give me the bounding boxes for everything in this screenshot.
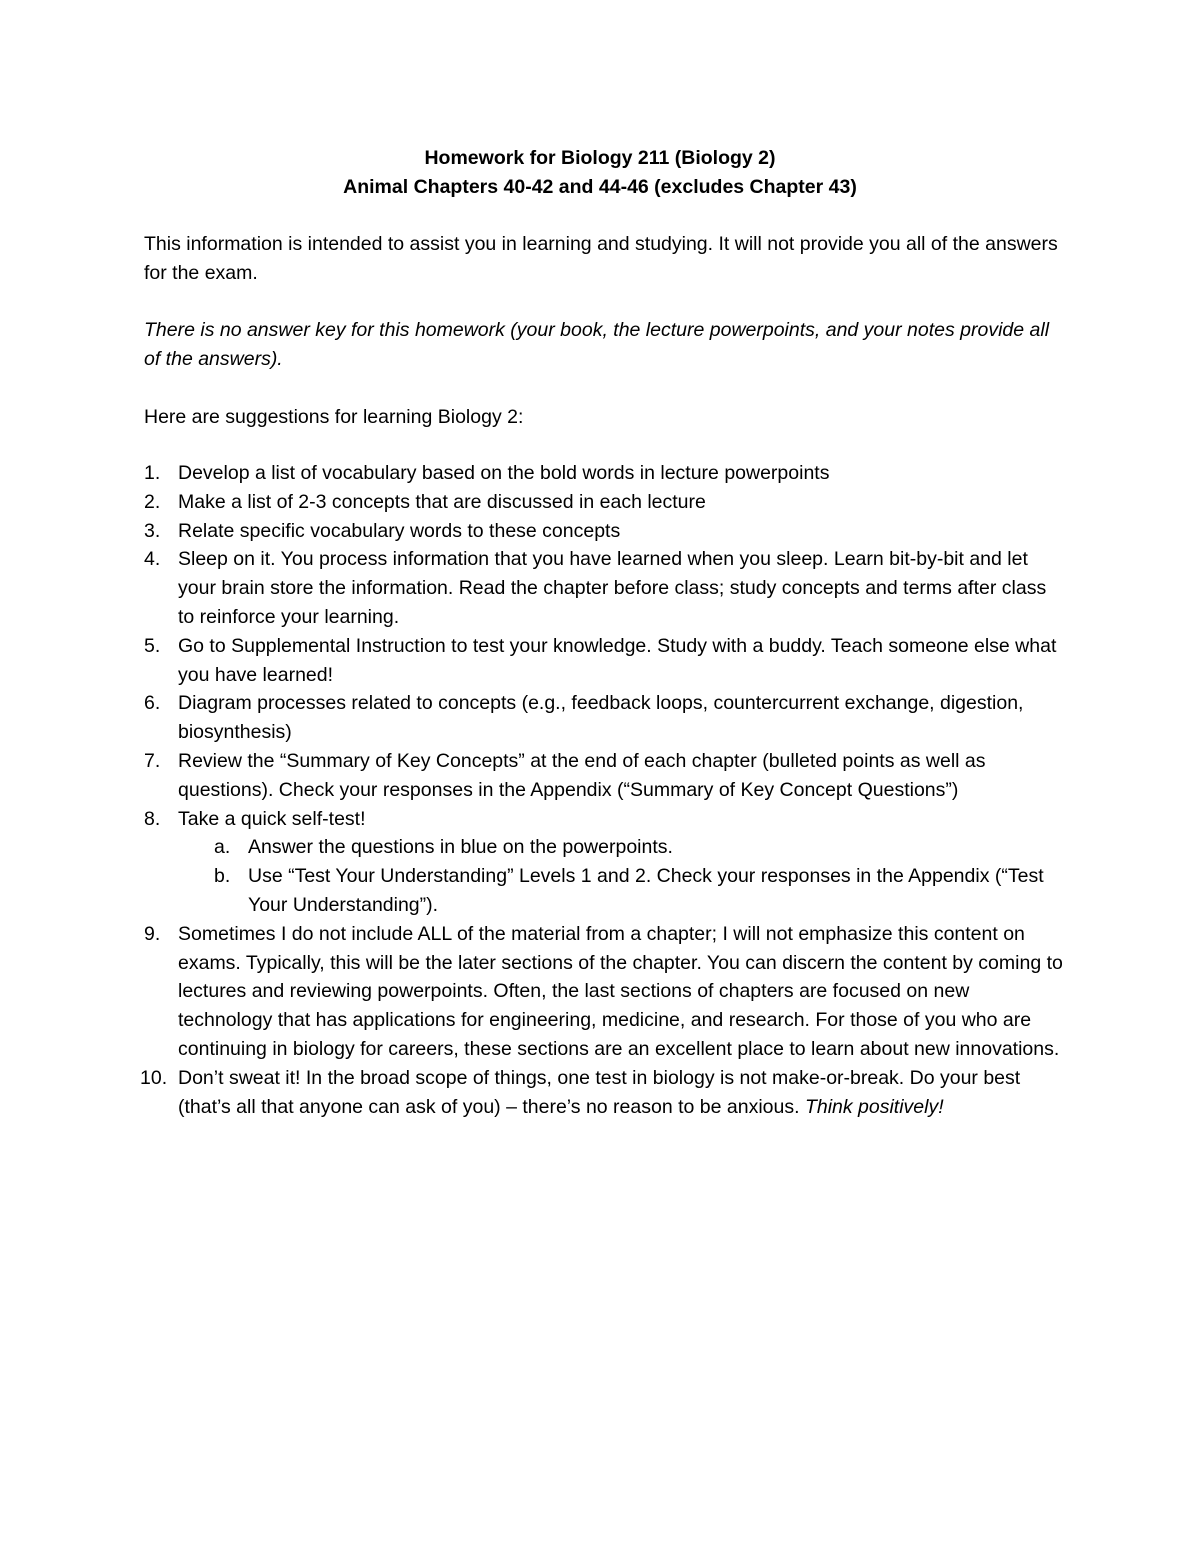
item-text-italic: Think positively! [804,1095,944,1118]
item-text: Don’t sweat it! In the broad scope of things, one test in biology is not make-or-break. Do your best (that’s all that anyone can ask of you) – there’s no reason to be anxious. [178,1066,1021,1118]
sub-item-letter: b. [214,865,231,888]
item-number: 4. [144,548,161,571]
list-item [144,747,1064,805]
suggestions-lead: Here are suggestions for learning Biology 2: [144,406,524,428]
title-line-2: Animal Chapters 40-42 and 44-46 (excludes Chapter 43) [343,176,857,198]
item-number: 9. [144,922,161,945]
list-item [144,517,1064,546]
list-item [144,920,1064,1064]
title-line-1: Homework for Biology 211 (Biology 2) [424,147,776,169]
sub-item-text: Answer the questions in blue on the powerpoints. [248,836,673,859]
item-number: 8. [144,807,161,830]
item-number: 7. [144,749,161,772]
sub-item-letter: a. [214,836,231,859]
item-number: 10. [140,1066,168,1089]
intro-paragraph: This information is intended to assist you in learning and studying. It will not provide you all of the answers for the exam. [144,233,1058,284]
item-number: 3. [144,519,161,542]
item-text: Develop a list of vocabulary based on the bold words in lecture powerpoints [178,462,830,484]
list-item [144,689,1064,747]
list-item [144,545,1064,631]
item-number: 2. [144,490,161,513]
sub-list-item [178,833,1064,862]
sub-list-item [178,862,1064,920]
list-item [144,488,1064,517]
item-number: 6. [144,692,161,715]
item-text: Sometimes I do not include ALL of the material from a chapter; I will not emphasize this content on exams. Typically, this will be the later sections of the chapter. You can discern the content by coming to lectures and reviewing powerpoints. Often, the last sections of chapters are focused on new technology that has applications for engineering, medicine, and research. For those of you who are continuing in biology for careers, these sections are an excellent place to learn about new innovations. [178,922,1063,1060]
item-text: Relate specific vocabulary words to these concepts [178,519,621,542]
item-text: Take a quick self-test! [178,807,366,830]
item-number: 5. [144,634,161,657]
list-item [144,632,1064,690]
item-number: 1. [144,462,161,484]
self-test-sublist [178,833,1064,919]
sub-item-text: Use “Test Your Understanding” Levels 1 and 2. Check your responses in the Appendix (“Test Your Understanding”). [248,865,1044,916]
no-answer-key-note: There is no answer key for this homework (your book, the lecture powerpoints, and your notes provide all of the answers). [144,319,1050,370]
item-text: Sleep on it. You process information that you have learned when you sleep. Learn bit-by-bit and let your brain store the information. Read the chapter before class; study concepts and terms after class to reinforce your learning. [178,548,1047,628]
list-item [140,1064,1064,1122]
suggestions-list [140,459,1064,1121]
item-text: Review the “Summary of Key Concepts” at the end of each chapter (bulleted points as well as questions). Check your responses in the Appendix (“Summary of Key Concept Questions”) [178,749,986,801]
item-text: Diagram processes related to concepts (e.g., feedback loops, countercurrent exchange, digestion, biosynthesis) [178,692,1024,744]
item-text: Make a list of 2-3 concepts that are discussed in each lecture [178,490,706,513]
document-title [0,144,1200,202]
list-item [144,805,1064,920]
item-text: Go to Supplemental Instruction to test your knowledge. Study with a buddy. Teach someone else what you have learned! [178,634,1057,686]
list-item [144,459,1064,488]
